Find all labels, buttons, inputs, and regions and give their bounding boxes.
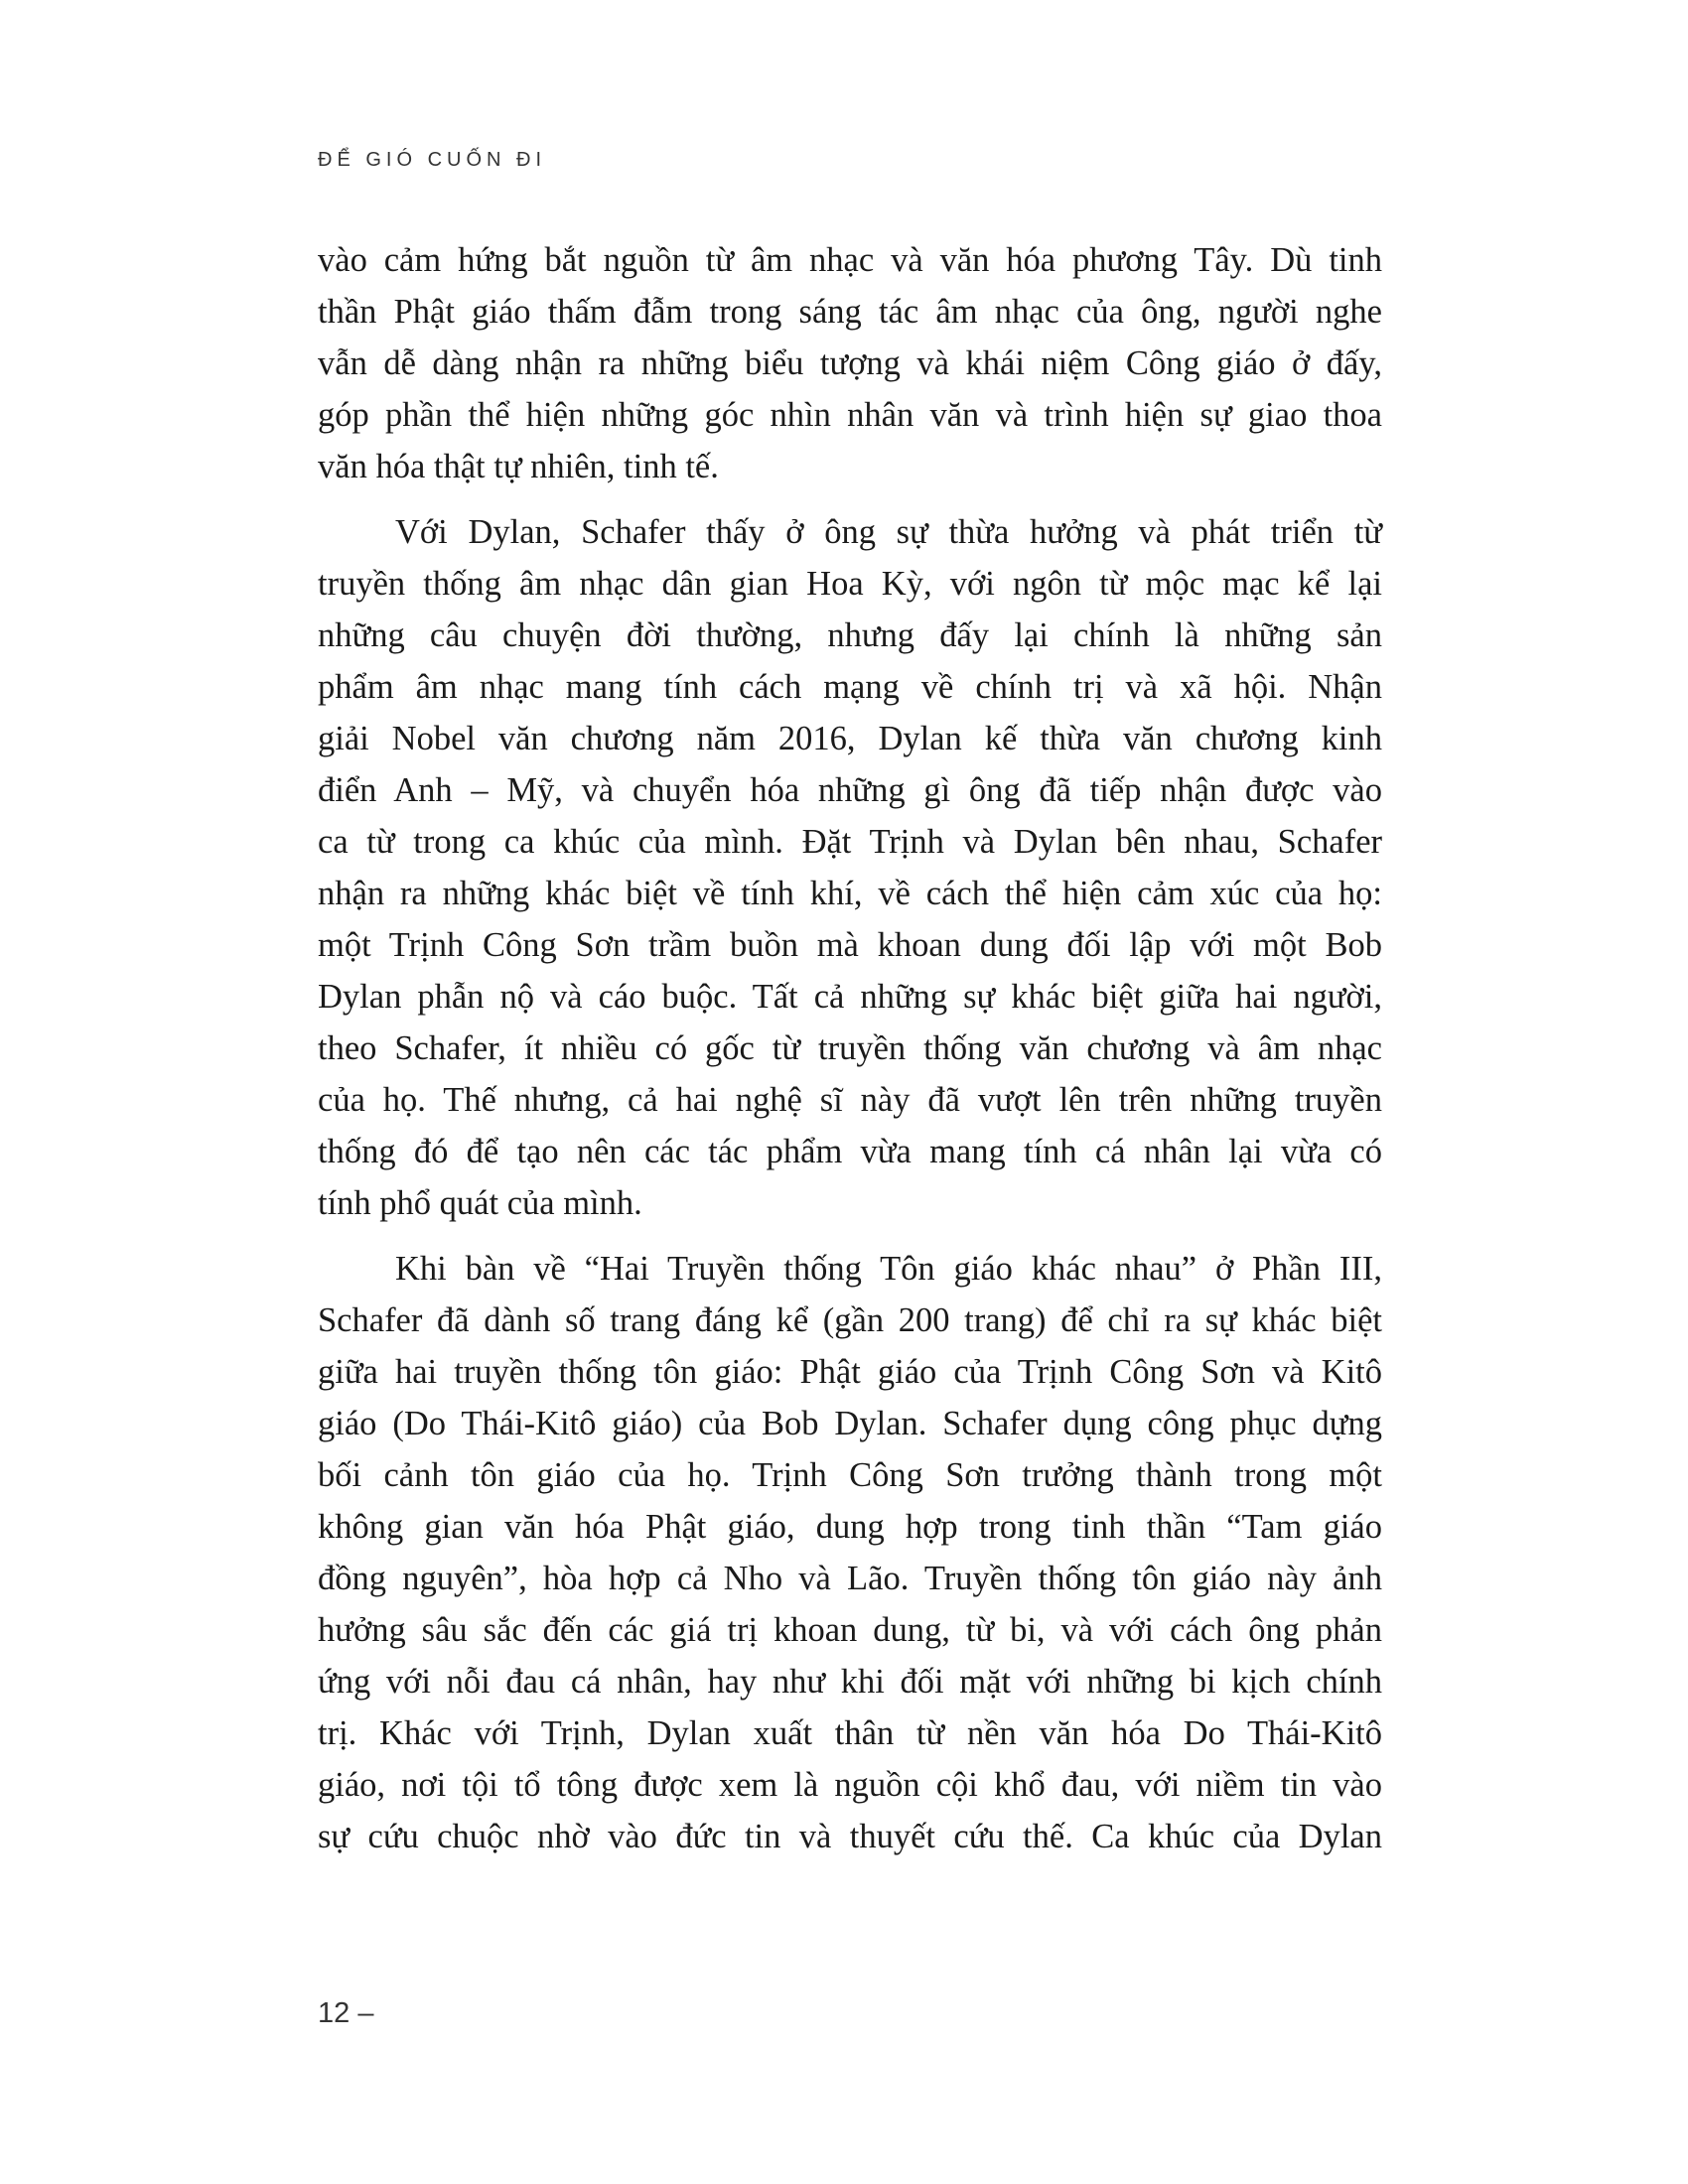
- text-line: bối cảnh tôn giáo của họ. Trịnh Công Sơn trưởng thành trong một: [318, 1456, 1382, 1494]
- paragraph: [318, 506, 1382, 1229]
- text-line: văn hóa thật tự nhiên, tinh tế.: [318, 448, 719, 485]
- text-line: không gian văn hóa Phật giáo, dung hợp trong tinh thần “Tam giáo: [318, 1508, 1382, 1546]
- text-line: thần Phật giáo thấm đẫm trong sáng tác âm nhạc của ông, người nghe: [318, 293, 1382, 331]
- text-line: góp phần thể hiện những góc nhìn nhân văn và trình hiện sự giao thoa: [318, 396, 1382, 434]
- body-text: [318, 234, 1382, 1862]
- text-line: theo Schafer, ít nhiều có gốc từ truyền thống văn chương và âm nhạc: [318, 1029, 1382, 1067]
- text-line: giáo, nơi tội tổ tông được xem là nguồn cội khổ đau, với niềm tin vào: [318, 1766, 1382, 1804]
- text-line: Dylan phẫn nộ và cáo buộc. Tất cả những sự khác biệt giữa hai người,: [318, 978, 1382, 1016]
- text-line: nhận ra những khác biệt về tính khí, về cách thể hiện cảm xúc của họ:: [318, 875, 1382, 912]
- text-line: truyền thống âm nhạc dân gian Hoa Kỳ, với ngôn từ mộc mạc kể lại: [318, 565, 1382, 603]
- text-line: phẩm âm nhạc mang tính cách mạng về chính trị và xã hội. Nhận: [318, 668, 1382, 706]
- text-line: ứng với nỗi đau cá nhân, hay như khi đối mặt với những bi kịch chính: [318, 1663, 1382, 1701]
- text-line: vào cảm hứng bắt nguồn từ âm nhạc và văn hóa phương Tây. Dù tinh: [318, 241, 1382, 279]
- text-line: thống đó để tạo nên các tác phẩm vừa mang tính cá nhân lại vừa có: [318, 1133, 1382, 1170]
- page-number: 12 –: [318, 1997, 374, 2029]
- paragraph-spacer: [318, 492, 1382, 506]
- text-line: giải Nobel văn chương năm 2016, Dylan kế thừa văn chương kinh: [318, 720, 1382, 757]
- text-line: sự cứu chuộc nhờ vào đức tin và thuyết cứu thế. Ca khúc của Dylan: [318, 1818, 1382, 1855]
- text-line: Với Dylan, Schafer thấy ở ông sự thừa hưởng và phát triển từ: [395, 513, 1382, 551]
- text-line: của họ. Thế nhưng, cả hai nghệ sĩ này đã vượt lên trên những truyền: [318, 1081, 1382, 1119]
- text-line: hưởng sâu sắc đến các giá trị khoan dung, từ bi, và với cách ông phản: [318, 1611, 1382, 1649]
- text-line: vẫn dễ dàng nhận ra những biểu tượng và khái niệm Công giáo ở đấy,: [318, 344, 1382, 382]
- paragraph: [318, 234, 1382, 492]
- text-line: giữa hai truyền thống tôn giáo: Phật giáo của Trịnh Công Sơn và Kitô: [318, 1353, 1382, 1391]
- running-header: ĐỂ GIÓ CUỐN ĐI: [318, 149, 547, 171]
- text-line: đồng nguyên”, hòa hợp cả Nho và Lão. Truyền thống tôn giáo này ảnh: [318, 1560, 1382, 1597]
- text-line: Khi bàn về “Hai Truyền thống Tôn giáo khác nhau” ở Phần III,: [395, 1250, 1382, 1288]
- text-line: giáo (Do Thái-Kitô giáo) của Bob Dylan. Schafer dụng công phục dựng: [318, 1405, 1382, 1442]
- text-line: ca từ trong ca khúc của mình. Đặt Trịnh và Dylan bên nhau, Schafer: [318, 823, 1382, 861]
- text-line: những câu chuyện đời thường, nhưng đấy lại chính là những sản: [318, 616, 1382, 654]
- text-line: Schafer đã dành số trang đáng kể (gần 200 trang) để chỉ ra sự khác biệt: [318, 1301, 1382, 1339]
- text-line: trị. Khác với Trịnh, Dylan xuất thân từ nền văn hóa Do Thái-Kitô: [318, 1714, 1382, 1752]
- text-line: một Trịnh Công Sơn trầm buồn mà khoan dung đối lập với một Bob: [318, 926, 1382, 964]
- text-line: tính phổ quát của mình.: [318, 1184, 642, 1222]
- paragraph-spacer: [318, 1229, 1382, 1243]
- text-line: điển Anh – Mỹ, và chuyển hóa những gì ông đã tiếp nhận được vào: [318, 771, 1382, 809]
- paragraph: [318, 1243, 1382, 1862]
